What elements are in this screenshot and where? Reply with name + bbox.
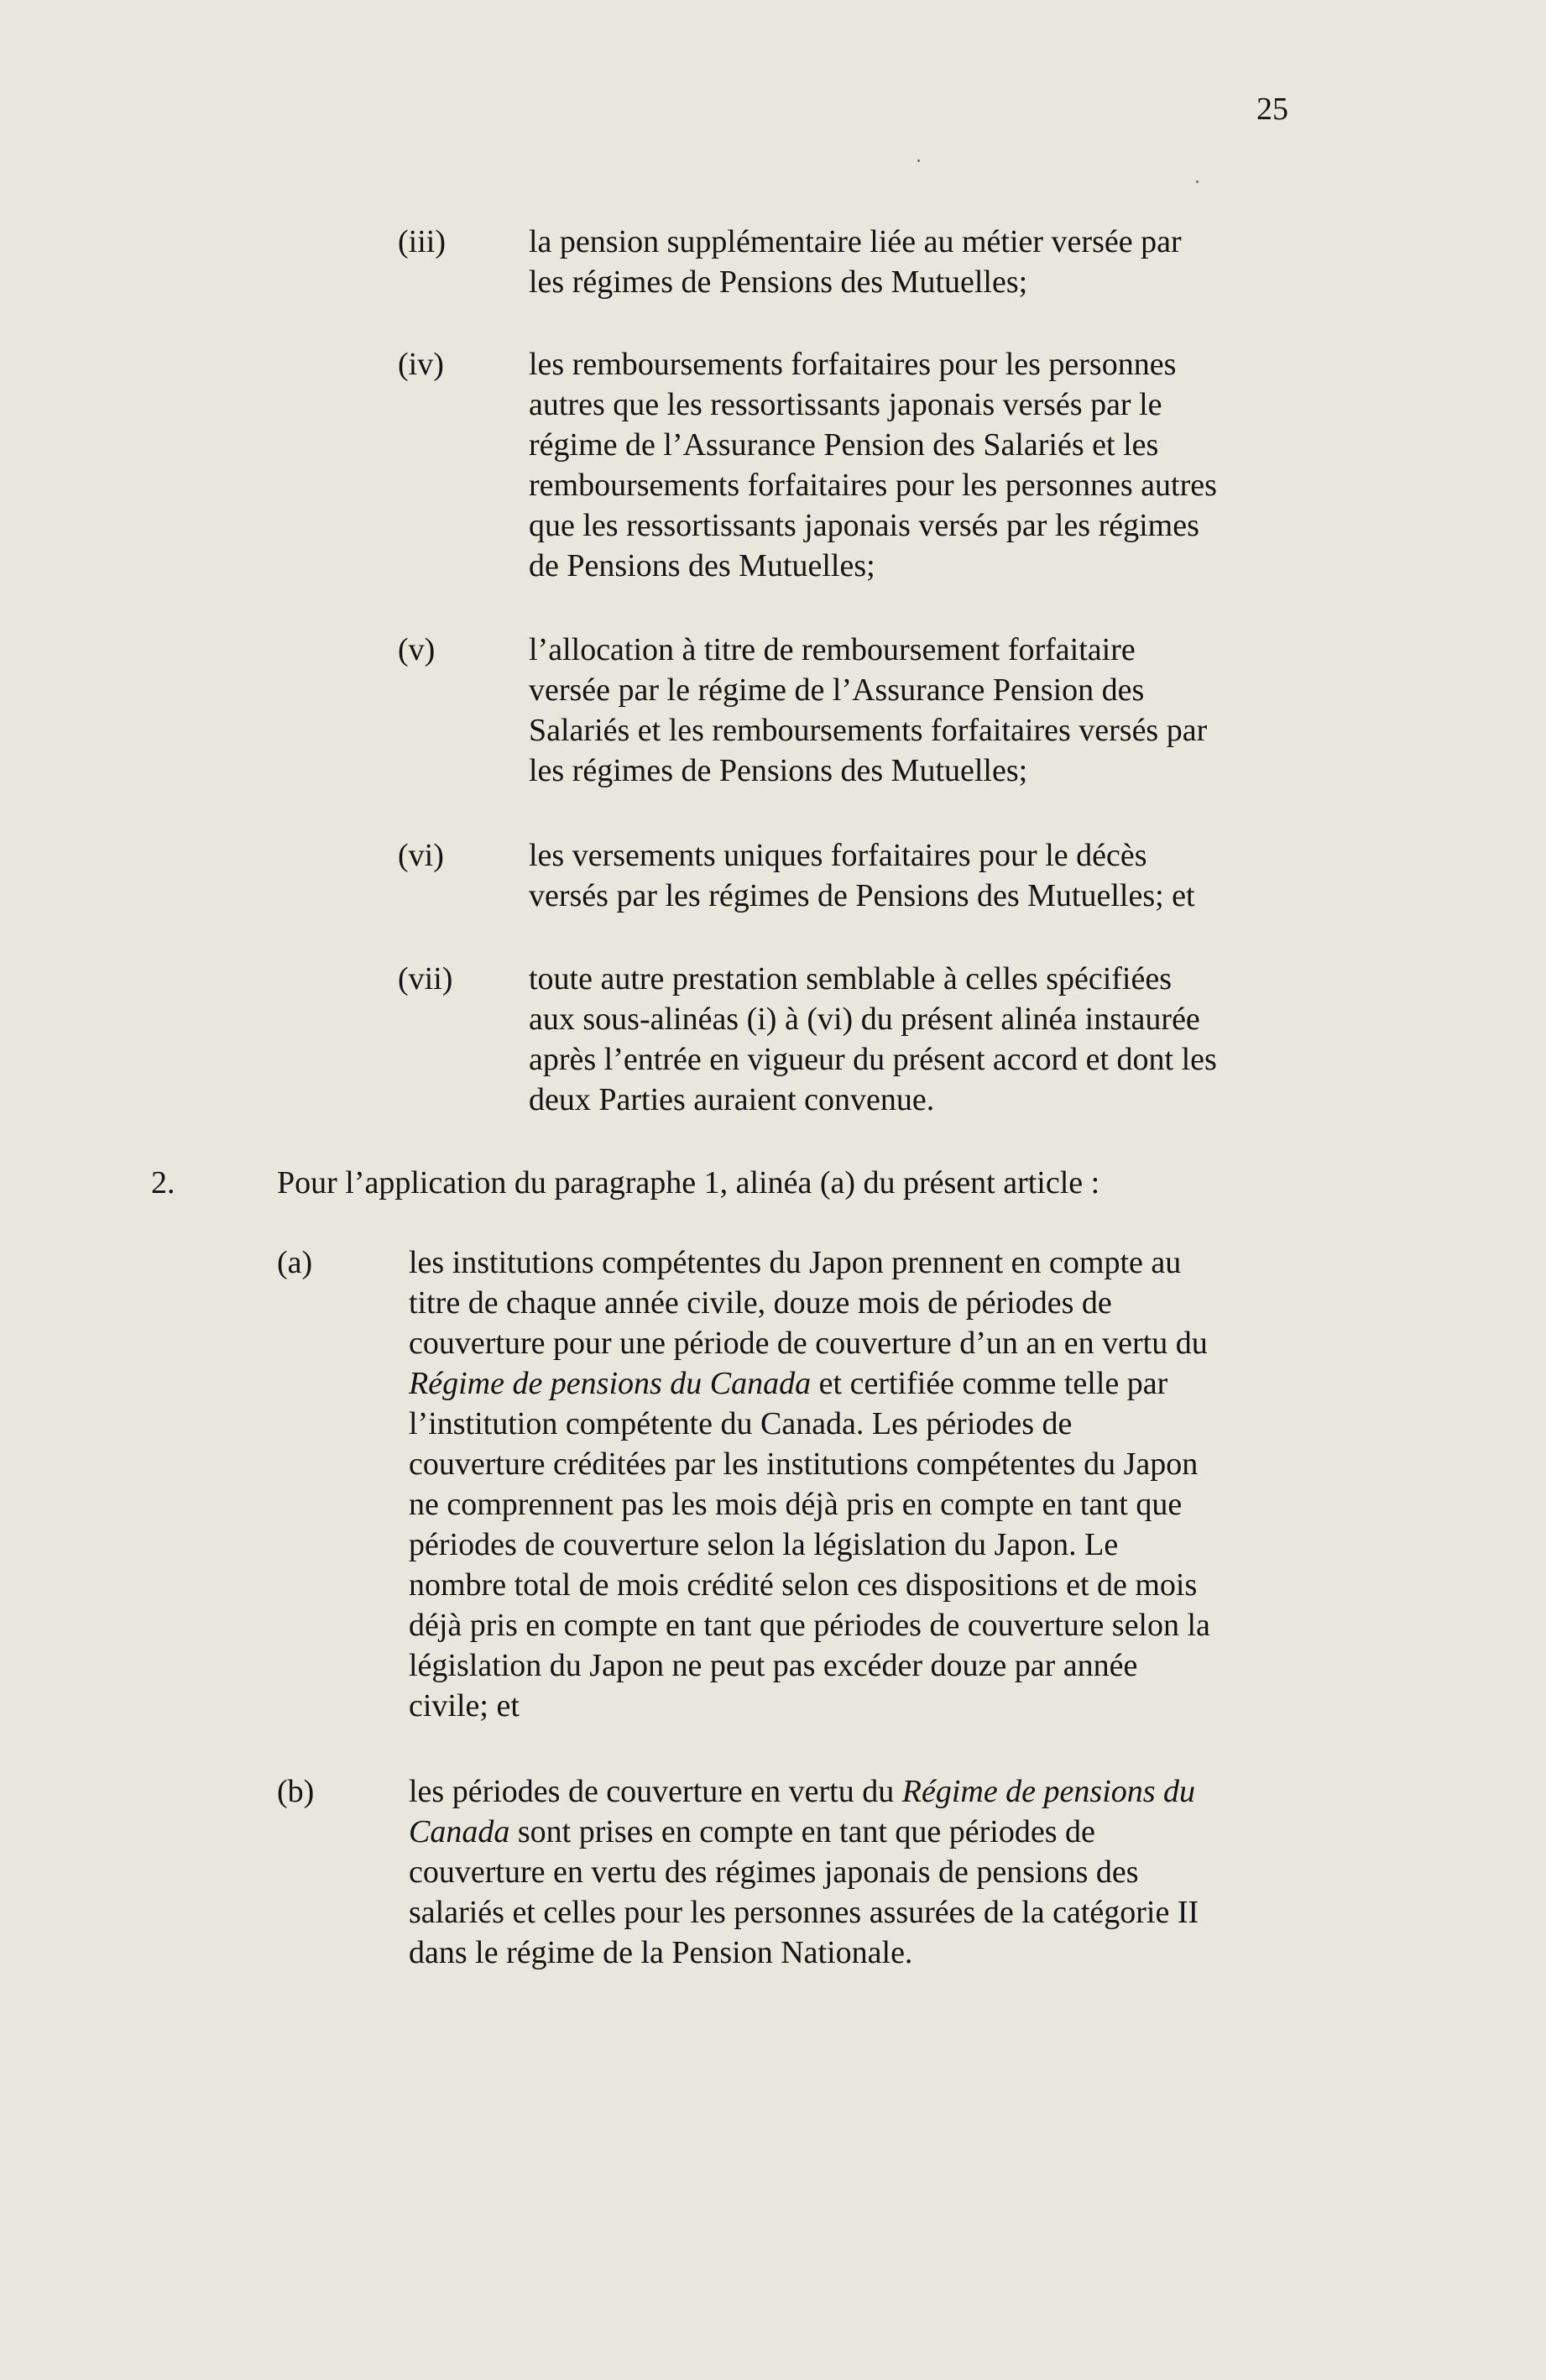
paragraph-number: 2. [151,1165,175,1200]
item-marker: (a) [277,1245,313,1280]
text-run: couverture créditées par les institutions compétentes du Japon [409,1446,1199,1482]
text-line: les régimes de Pensions des Mutuelles; [529,264,1028,300]
text-run: nombre total de mois crédité selon ces dispositions et de mois [409,1567,1198,1603]
text-run: civile; et [409,1688,520,1724]
text-line: après l’entrée en vigueur du présent accord et dont les [529,1042,1217,1077]
text-run: dans le régime de la Pension Nationale. [409,1935,913,1970]
text-run: et certifiée comme telle par [811,1366,1168,1401]
scan-speck [1196,180,1199,183]
text-line: deux Parties auraient convenue. [529,1082,935,1117]
italic-title-run: Régime de pensions du Canada [409,1366,812,1401]
text-line [409,1605,1210,1645]
text-line [409,1892,1199,1933]
subitem-marker: (v) [398,632,436,667]
text-line: remboursements forfaitaires pour les personnes autres [529,468,1217,503]
subitem-marker: (vi) [398,838,444,873]
text-line [409,1771,1199,1812]
text-run: titre de chaque année civile, douze mois de périodes de [409,1285,1112,1321]
text-line: autres que les ressortissants japonais versés par le [529,387,1162,422]
text-line [409,1812,1199,1852]
text-run: couverture pour une période de couverture d’un an en vertu du [409,1326,1208,1361]
text-run: ne comprennent pas les mois déjà pris en compte en tant que [409,1487,1183,1522]
text-run: les institutions compétentes du Japon prennent en compte au [409,1245,1182,1280]
italic-title-run: Régime de pensions du [901,1774,1196,1809]
text-line: régime de l’Assurance Pension des Salariés et les [529,427,1159,463]
subitem-text [529,959,1217,1120]
text-run: législation du Japon ne peut pas excéder douze par année [409,1648,1138,1683]
subitem-text [529,222,1182,302]
italic-title-run: Canada [409,1814,510,1849]
subitem-text [529,630,1207,791]
text-line: Salariés et les remboursements forfaitaires versés par [529,713,1208,748]
text-line [409,1484,1210,1525]
text-line [409,1645,1210,1686]
text-run: les périodes de couverture en vertu du [409,1774,902,1809]
text-line [409,1323,1210,1363]
text-run: sont prises en compte en tant que périodes de [509,1814,1095,1849]
text-line [409,1283,1210,1323]
text-line [409,1525,1210,1565]
item-marker: (b) [277,1774,315,1809]
text-line: les régimes de Pensions des Mutuelles; [529,753,1028,788]
paragraph-text: Pour l’application du paragraphe 1, alinéa (a) du présent article : [277,1165,1100,1200]
text-line [409,1565,1210,1605]
text-line [409,1933,1199,1973]
text-run: couverture en vertu des régimes japonais de pensions des [409,1854,1139,1890]
text-line: les versements uniques forfaitaires pour le décès [529,838,1147,873]
text-line [409,1242,1210,1283]
subitem-marker: (iii) [398,224,446,259]
text-line: que les ressortissants japonais versés par les régimes [529,508,1199,543]
scan-speck [917,160,920,162]
text-line: les remboursements forfaitaires pour les personnes [529,347,1177,382]
page-number: 25 [1256,92,1288,127]
text-line [409,1363,1210,1404]
text-line [409,1686,1210,1726]
text-run: déjà pris en compte en tant que périodes de couverture selon la [409,1608,1210,1643]
text-line [409,1404,1210,1444]
subitem-marker: (iv) [398,347,444,382]
text-run: l’institution compétente du Canada. Les périodes de [409,1406,1073,1441]
text-run: salariés et celles pour les personnes assurées de la catégorie II [409,1895,1199,1930]
text-line: l’allocation à titre de remboursement forfaitaire [529,632,1136,667]
text-line [409,1852,1199,1892]
text-line [409,1444,1210,1484]
subitem-marker: (vii) [398,961,453,996]
text-line: versée par le régime de l’Assurance Pension des [529,672,1145,708]
text-run: périodes de couverture selon la législation du Japon. Le [409,1527,1119,1562]
item-text [409,1242,1210,1726]
text-line: toute autre prestation semblable à celles spécifiées [529,961,1173,996]
subitem-text [529,835,1195,916]
text-line: de Pensions des Mutuelles; [529,548,875,583]
text-line: la pension supplémentaire liée au métier versée par [529,224,1182,259]
text-line: versés par les régimes de Pensions des Mutuelles; et [529,878,1195,913]
subitem-text [529,344,1217,586]
item-text [409,1771,1199,1973]
text-line: aux sous-alinéas (i) à (vi) du présent alinéa instaurée [529,1002,1200,1037]
